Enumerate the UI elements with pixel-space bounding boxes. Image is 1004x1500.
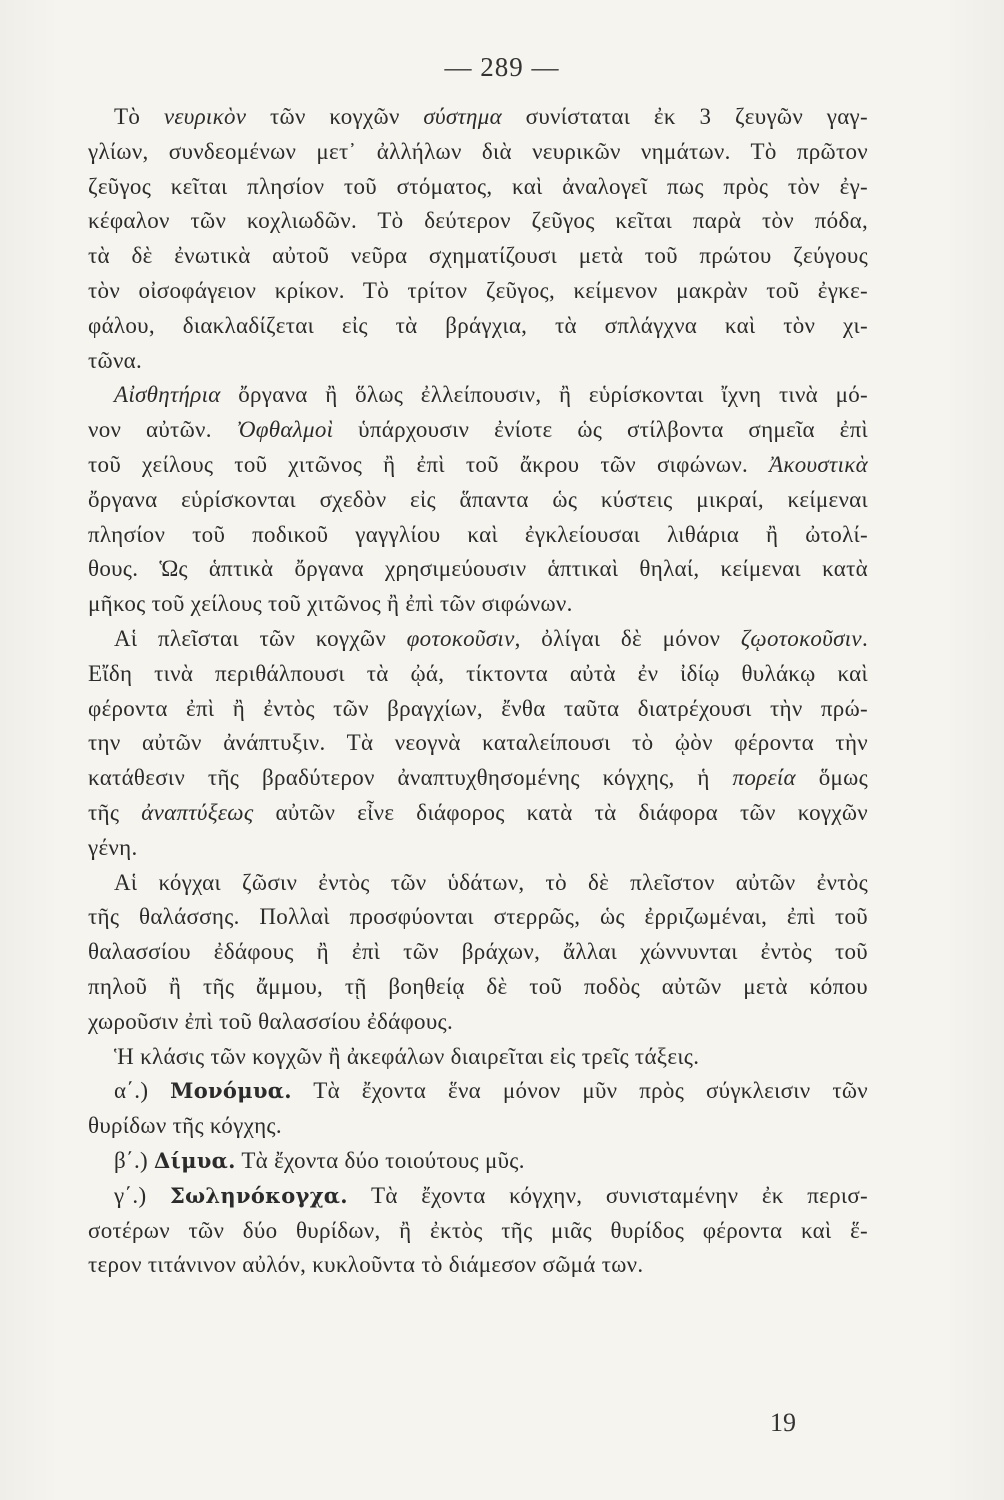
text-segment: Εἴδη τινὰ περιθάλπουσι τὰ ᾠά, τίκτοντα αὐτὰ ἐν ἰδίῳ θυλάκῳ καὶ (88, 660, 868, 686)
text-line (88, 657, 868, 692)
text-segment: γ΄.) (114, 1182, 170, 1208)
text-segment: ὄργανα ἢ ὅλως ἐλλείπουσιν, ἢ εὑρίσκονται ἴχνη τινὰ μό- (220, 382, 868, 408)
text-segment: χωροῦσιν ἐπὶ τοῦ θαλασσίου ἐδάφους. (88, 1008, 453, 1034)
text-segment: Αἱ πλεῖσται τῶν κογχῶν (114, 625, 407, 651)
text-segment: μῆκος τοῦ χείλους τοῦ χιτῶνος ἢ ἐπὶ τῶν σιφώνων. (88, 591, 573, 617)
emphasized-term: Αἰσθητήρια (114, 382, 221, 408)
text-segment: φέροντα ἐπὶ ἢ ἐντὸς τῶν βραγχίων, ἔνθα ταῦτα διατρέχουσι τὴν πρώ- (88, 695, 868, 721)
text-line (88, 309, 868, 344)
text-segment: φάλου, διακλαδίζεται εἰς τὰ βράγχια, τὰ σπλάγχνα καὶ τὸν χι- (88, 312, 868, 338)
text-line (88, 1074, 868, 1109)
text-line (88, 935, 868, 970)
emphasized-term: ἀναπτύξεως (141, 799, 254, 825)
paragraph (88, 866, 868, 1040)
text-segment: τὰ δὲ ἐνωτικὰ αὐτοῦ νεῦρα σχηματίζουσι μετὰ τοῦ πρώτου ζεύγους (88, 243, 868, 269)
paragraph (88, 1179, 868, 1283)
text-segment: τὸν οἰσοφάγειον κρίκον. Τὸ τρίτον ζεῦγος, κείμενον μακρὰν τοῦ ἐγκε- (88, 277, 868, 303)
text-segment: ὑπάρχουσιν ἐνίοτε ὡς στίλβοντα σημεῖα ἐπὶ (333, 417, 868, 443)
text-segment: πλησίον τοῦ ποδικοῦ γαγγλίου καὶ ἐγκλείουσαι λιθάρια ἢ ὠτολί- (88, 521, 868, 547)
text-segment: , ὀλίγαι δὲ μόνον (514, 625, 741, 651)
emphasized-term: φοτοκοῦσιν (406, 625, 515, 651)
text-line (88, 1144, 868, 1179)
text-line (88, 692, 868, 727)
text-segment: συνίσταται ἐκ 3 ζευγῶν γαγ- (501, 104, 868, 129)
text-line (88, 135, 868, 170)
text-segment: γλίων, συνδεομένων μετ᾽ ἀλλήλων διὰ νευρικῶν νημάτων. Τὸ πρῶτον (88, 138, 868, 164)
text-segment: τῆς θαλάσσης. Πολλαὶ προσφύονται στερρῶς, ὡς ἐρριζωμέναι, ἐπὶ τοῦ (88, 904, 868, 930)
paragraph (88, 1074, 868, 1144)
text-segment: Τὰ ἔχοντα κόγχην, συνισταμένην ἐκ περισ- (347, 1182, 869, 1208)
page-number: — 289 — (444, 52, 560, 82)
body-text (88, 100, 868, 1283)
text-line (88, 1179, 868, 1214)
text-line (88, 1109, 868, 1144)
text-segment: ὅμως (795, 765, 868, 791)
text-line (88, 1040, 868, 1075)
text-segment: θυρίδων τῆς κόγχης. (88, 1113, 282, 1139)
emphasized-term: Ἀκουστικὰ (769, 451, 868, 477)
text-segment: τῶν κογχῶν (246, 104, 424, 129)
text-segment: ζεῦγος κεῖται πλησίον τοῦ στόματος, καὶ ἀναλογεῖ πως πρὸς τὸν ἐγ- (88, 173, 868, 199)
text-segment: τῆς (88, 799, 142, 825)
text-line (88, 378, 868, 413)
text-segment: . (861, 625, 868, 651)
text-line (88, 622, 868, 657)
text-line (88, 1005, 868, 1040)
text-segment: β΄.) (114, 1147, 155, 1173)
text-line (88, 831, 868, 866)
text-segment: θους. Ὡς ἁπτικὰ ὄργανα χρησιμεύουσιν ἁπτικαὶ θηλαί, κείμεναι κατὰ (88, 556, 868, 582)
signature-number: 19 (770, 1408, 796, 1437)
text-line (88, 1214, 868, 1249)
text-segment: Τὰ ἔχοντα ἕνα μόνον μῦν πρὸς σύγκλεισιν τῶν (291, 1078, 868, 1104)
text-segment: ὄργανα εὑρίσκονται σχεδὸν εἰς ἅπαντα ὡς κύστεις μικραί, κείμεναι (88, 486, 868, 512)
text-line (88, 552, 868, 587)
class-name-term: Μονόμυα. (170, 1078, 292, 1104)
text-segment: τοῦ χείλους τοῦ χιτῶνος ἢ ἐπὶ τοῦ ἄκρου τῶν σιφώνων. (88, 451, 770, 477)
text-line (88, 866, 868, 901)
text-line (88, 344, 868, 379)
text-segment: τῶνα. (88, 347, 143, 373)
text-line (88, 761, 868, 796)
text-segment: θαλασσίου ἐδάφους ἢ ἐπὶ τῶν βράχων, ἄλλαι χώννυνται ἐντὸς τοῦ (88, 939, 868, 965)
text-line (88, 170, 868, 205)
text-line (88, 1248, 868, 1283)
text-segment: Τὸ (114, 104, 164, 129)
text-line (88, 518, 868, 553)
paragraph (88, 1144, 868, 1179)
text-line (88, 239, 868, 274)
text-line (88, 796, 868, 831)
text-line (88, 274, 868, 309)
text-segment: πηλοῦ ἢ τῆς ἄμμου, τῇ βοηθείᾳ δὲ τοῦ ποδὸς αὐτῶν μετὰ κόπου (88, 973, 868, 999)
text-segment: α΄.) (114, 1078, 171, 1104)
text-segment: Τὰ ἔχοντα δύο τοιούτους μῦς. (235, 1147, 525, 1173)
class-name-term: Σωληνόκογχα. (169, 1182, 348, 1208)
class-name-term: Δίμυα. (154, 1147, 236, 1173)
text-segment: κέφαλον τῶν κοχλιωδῶν. Τὸ δεύτερον ζεῦγος κεῖται παρὰ τὸν πόδα, (88, 208, 868, 234)
emphasized-term: πορεία (732, 765, 796, 791)
paragraph (88, 100, 868, 378)
paragraph (88, 1040, 868, 1075)
text-line (88, 726, 868, 761)
text-line (88, 970, 868, 1005)
text-line (88, 448, 868, 483)
text-line (88, 100, 868, 135)
text-segment: σοτέρων τῶν δύο θυρίδων, ἢ ἐκτὸς τῆς μιᾶς θυρίδος φέροντα καὶ ἕ- (88, 1217, 868, 1243)
text-line (88, 204, 868, 239)
text-segment: Αἱ κόγχαι ζῶσιν ἐντὸς τῶν ὑδάτων, τὸ δὲ πλεῖστον αὐτῶν ἐντὸς (114, 869, 868, 895)
text-line (88, 413, 868, 448)
text-segment: την αὐτῶν ἀνάπτυξιν. Τὰ νεογνὰ καταλείπουσι τὸ ᾠὸν φέροντα τὴν (88, 730, 868, 756)
text-segment: κατάθεσιν τῆς βραδύτερον ἀναπτυχθησομένης κόγχης, ἡ (88, 765, 733, 791)
text-segment: γένη. (88, 834, 138, 860)
emphasized-term: νευρικὸν (163, 104, 247, 129)
text-segment: νον αὐτῶν. (88, 417, 237, 443)
paragraph (88, 622, 868, 866)
text-segment: Ἡ κλάσις τῶν κογχῶν ἢ ἀκεφάλων διαιρεῖται εἰς τρεῖς τάξεις. (114, 1043, 700, 1069)
text-line (88, 900, 868, 935)
text-line (88, 587, 868, 622)
emphasized-term: σύστημα (423, 104, 502, 129)
text-segment: τερον τιτάνινον αὐλόν, κυκλοῦντα τὸ διάμεσον σῶμά των. (88, 1252, 644, 1278)
emphasized-term: ζῳοτοκοῦσιν (740, 625, 862, 651)
emphasized-term: Ὀφθαλμοὶ (236, 417, 334, 443)
text-segment: αὐτῶν εἶνε διάφορος κατὰ τὰ διάφορα τῶν κογχῶν (253, 799, 868, 825)
text-line (88, 483, 868, 518)
paragraph (88, 378, 868, 622)
